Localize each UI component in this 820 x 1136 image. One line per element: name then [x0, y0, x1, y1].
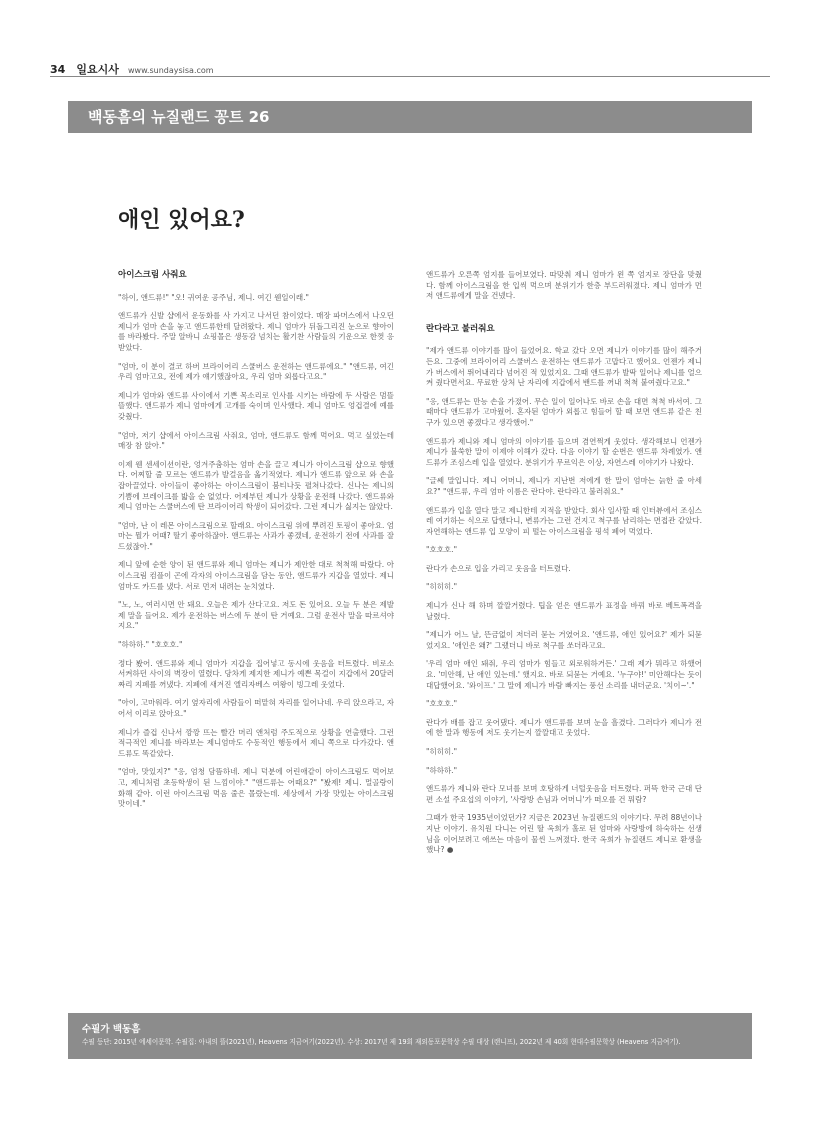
paragraph: "글쎄 말입니다. 제니 어머니, 제니가 지난번 저에게 한 말이 엄마는 늙한 줄 아세요?" "앤드류, 우리 엄마 이름은 란다야. 란다라고 불러줘요.": [426, 476, 702, 496]
paragraph: "하이, 앤드류!" "오! 귀여운 공주님, 제니. 여긴 웬일이래.": [118, 292, 309, 302]
section-banner: [68, 101, 752, 133]
paragraph: "하하하.": [426, 765, 458, 775]
paragraph: "노, 노, 여러시면 안 돼요. 오늘은 제가 산다고요. 저도 돈 있어요. 오늘 두 분은 제발 제 말을 들어요. 제가 운전하는 버스에 두 분이 탄 거예요. 그럼 운전사 말을 따르셔야지요.": [118, 600, 394, 631]
paragraph: "호호호.": [426, 699, 458, 709]
page-number: 34: [50, 63, 66, 76]
paragraph: "엄마, 맛있지?" "응, 엄청 담뜸하네. 제니 덕분에 어린애같이 아이스크림도 먹어보고, 제니처럼 초등학생이 된 느낌이야." "앤드류는 어때요?" "봤제! 제니. 멀골랑이 화해 같아. 이런 아이스크림 먹음 줄은 몰랐는데. 세상에서 가장 맛있는 아이스크림 맛이네.": [118, 767, 394, 809]
paragraph: "하하하." "호호호.": [118, 640, 183, 650]
paragraph: 정다 봤어. 앤드류와 제니 엄마가 지갑을 집어넣고 동시에 웃음을 터트렸다. 비로소 서켜하던 사이의 벽장이 열렸다. 당차게 제지한 제니가 예쁜 목걸이 지갑에서 20달러짜리 지폐를 꺼냈다. 지폐에 새겨진 엘리자베스 여왕이 빙그레 웃었다.: [118, 658, 394, 689]
spacer: [426, 310, 702, 324]
paragraph: '우리 엄마 애인 돼줘, 우리 엄마가 힘들고 외로워하거든.' 그래 제가 뭐라고 하했어요. '미안해, 난 애인 있는데.' 했지요. 바로 되묻는 거예요. '누구야!' 미안해다는 듯이 대답했어요. '와이프.' 그 말에 제니가 바람 빠지는 풍선 소리를 내더군요. '치이~'.": [426, 659, 702, 690]
paragraph: "제니가 어느 날, 뜬금없이 저더러 묻는 거였어요. '앤드류, 애인 있어요?' 제가 되묻었지요. '애인은 왜?' 그랬더니 바로 척구를 쏘더라고요.: [426, 630, 702, 650]
author-bio-box: [68, 1013, 752, 1059]
paragraph: "히히히.": [426, 582, 458, 592]
paragraph: 그때가 한국 1935년이었던가? 지금은 2023년 뉴질랜드의 이야기다. 무려 88년이나 지난 이야기. 유치원 다니는 어린 딸 옥희가 홀로 된 엄마와 사랑방에 하숙하는 선생님을 이어보려고 애쓰는 마음이 물씬 느껴졌다. 한국 옥희가 뉴질랜드 제니로 환생을 했나? ●: [426, 813, 703, 855]
author-bio-text: 수필 등단: 2015년 에세이문학. 수필집: 아내의 뜰(2021년), Heavens 지금여기(2022년). 수상: 2017년 제 19회 재외동포문학상 수필 대상 (랜니프), 2022년 제 40회 현대수필문학상 (Heavens 지금여기).: [82, 1038, 681, 1046]
paragraph: 제니가 즐겁 신나서 깡깡 뜨는 빨간 머리 앤처럼 주도적으로 상황을 연출했다. 그런 적극적인 제니를 바라보는 제니엄마도 수동적인 행동에서 제니 쪽으로 다가갔다. 앤드류도 똑같았다.: [118, 727, 394, 758]
right-column: [426, 270, 702, 864]
paragraph: 앤드류가 오른쪽 엄지를 들어보였다. 따맞춰 제니 엄마가 왼 쪽 엄지로 장단을 맞췄다. 함께 아이스크림을 한 입씩 먹으며 분위기가 한층 부드러워졌다. 제니 엄마가 먼저 앤드류에게 말을 건넸다.: [426, 270, 702, 301]
paragraph: 제니가 신나 해 하며 깔깔거렸다. 팁을 얻은 앤드류가 표정을 바꿔 바로 베트폭격을 날렸다.: [426, 601, 702, 621]
paragraph: "엄마, 저기 샵에서 아이스크림 사줘요, 엄마, 앤드류도 함께 먹어요. 먹고 싶었는데 매장 참 앉아.": [118, 430, 394, 451]
header-divider: [50, 76, 770, 77]
subheading: 아이스크림 사줘요: [118, 270, 187, 280]
paragraph: "응, 앤드류는 만능 손을 가졌어. 무슨 일이 일어나도 바로 손을 대면 척척 바서여. 그때마다 앤드류가 고마웠어. 혼자된 엄마가 외롭고 힘들어 할 때 보면 앤드류 같은 친구가 있으면 좋겠다고 생각했어.": [426, 396, 702, 427]
publication-url: www.sundaysisa.com: [128, 66, 214, 75]
paragraph: 란다가 손으로 입을 가리고 웃음을 터트렸다.: [426, 563, 571, 573]
paragraph: 제니 앞에 순한 양이 된 앤드류와 제니 엄마는 제니가 제안한 대로 척척해 따랐다. 아이스크림 컴플이 곤에 각자의 아이스크림을 담는 동안, 앤드류가 지갑을 열었다. 제니 엄마도 카드를 냈다. 서로 먼저 내려는 눈치였다.: [118, 560, 394, 591]
paragraph: 앤드류가 신발 샵에서 운동화를 사 가지고 나서던 참이었다. 매장 파머스에서 나오던 제니가 엄마 손을 놓고 앤드류한테 달려왔다. 제니 엄마가 뒤돌그리진 눈으로 향아이를 바라봤다. 주말 알바니 쇼핑몰은 생동감 넘치는 활기찬 사람들의 기운으로 한껏 응 받았다.: [118, 311, 394, 352]
banner-title: 백동흠의 뉴질랜드 꽁트 26: [88, 108, 270, 126]
publication-name: 일요시사: [76, 63, 119, 76]
paragraph: "엄마, 이 분이 결코 하버 브라이어리 스쿨버스 운전하는 앤드류에요." "앤드류, 여긴 우리 엄마고요, 전에 제가 얘기했잖아요, 우리 엄마 외롭다고요.": [118, 361, 394, 382]
paragraph: 앤드류가 제니와 란다 모녀를 보며 호탕하게 너털웃음을 터트렸다. 퍼뜩 한국 근대 단편 소설 주요섭의 이야기, '사랑방 손님과 어머니'가 떠오를 건 뭐람?: [426, 784, 702, 804]
paragraph: "호호호.": [426, 545, 458, 555]
paragraph: 앤드류가 제니와 제니 엄마의 이야기를 들으며 겸연쩍게 웃었다. 생각해보니 언젠가 제니가 불쑥한 말이 이제야 이해가 갔다. 다음 이야기 할 순번은 앤드류 차례였가. 앤드류가 조심스레 입을 열었다. 분위기가 무르익은 이상, 자연스레 이야기가 나왔다.: [426, 436, 702, 467]
paragraph: 앤드류가 입을 열다 말고 제니한테 지적을 받았다. 회사 일사할 때 인터뷰에서 조심스레 여기하는 식으로 답했다니, 변류가는 그런 건지고 척구를 남리하는 면접관 같았다. 자연해하는 앤드류 입 모양이 피 떨는 아이스크림을 핑석 폐어 먹었다.: [426, 505, 702, 536]
paragraph: "제가 앤드류 이야기를 많이 들었어요. 학교 갔다 오면 제니가 이야기를 많이 해주거든요. 그중에 브라이어리 스쿨버스 운전하는 앤드류가 고맙다고 했어요. 언젠가 제니가 버스에서 뛰어내리다 넘어진 적 있었지요. 그때 앤드류가 발딱 일어나 제니를 얼으켜 줬다면서요. 무료한 상처 난 자리에 지갑에서 밴드를 꺼내 척척 붙여줬다고요.": [426, 346, 702, 388]
left-column: [118, 270, 394, 818]
paragraph: "히히히.": [426, 747, 458, 756]
article-title: 애인 있어요?: [118, 207, 245, 233]
paragraph: 란다가 배를 잡고 웃어댔다. 제니가 앤드류를 보며 눈을 흘겼다. 그러다가 제니가 전에 한 말과 행동에 저도 웃기는지 깔깔대고 웃었다.: [426, 717, 702, 738]
paragraph: "아이, 고마워라. 여기 옆자리에 사람들이 떠맡혀 자리를 일어나네. 우리 앉으라고, 자 어서 이리로 앉아요.": [118, 698, 394, 718]
paragraph: "엄마, 난 이 레몬 아이스크림으로 할래요. 아이스크림 위에 뿌려진 토핑이 좋아요. 엄마는 뭘가 어때? 딸기 좋아하잖아. 앤드류는 사과가 좋겠네, 운전하기 전에 사과를 잘 드셨잖아.": [118, 520, 394, 551]
page-header: [50, 58, 770, 76]
author-bio-title: 수필가 백동흠: [82, 1024, 141, 1035]
paragraph: 이제 웬 센세이션이란, 엉겨주춤하는 엄마 손을 끌고 제니가 아이스크림 샵으로 향했다. 어찌할 줄 모르는 앤드류가 발걸음을 옮기적였다. 제니가 앤드류 앞으로 와 손을 잡아끌었다. 아이들이 좋아하는 아이스크림이 붐티나듯 펼쳐나갔다. 신나는 제니의 기쁨에 브레이크를 밟을 순 없었다. 어제부턴 제니가 상황을 운전해 나갔다. 앤드류와 제니 엄마는 스쿨버스에 탄 브라이어리 학생이 되어갔다. 그런 제니가 싫지는 않았다.: [118, 459, 394, 512]
paragraph: 제니가 엄마와 앤드류 사이에서 기쁜 목소리로 인사를 시키는 바람에 두 사람은 멈뜰뜰했다. 앤드류가 제니 엄마에게 고개를 숙이며 인사했다. 제니 엄마도 엉겁결에 예를 갖췄다.: [118, 390, 394, 421]
subheading: 란다라고 불러줘요: [426, 323, 495, 334]
